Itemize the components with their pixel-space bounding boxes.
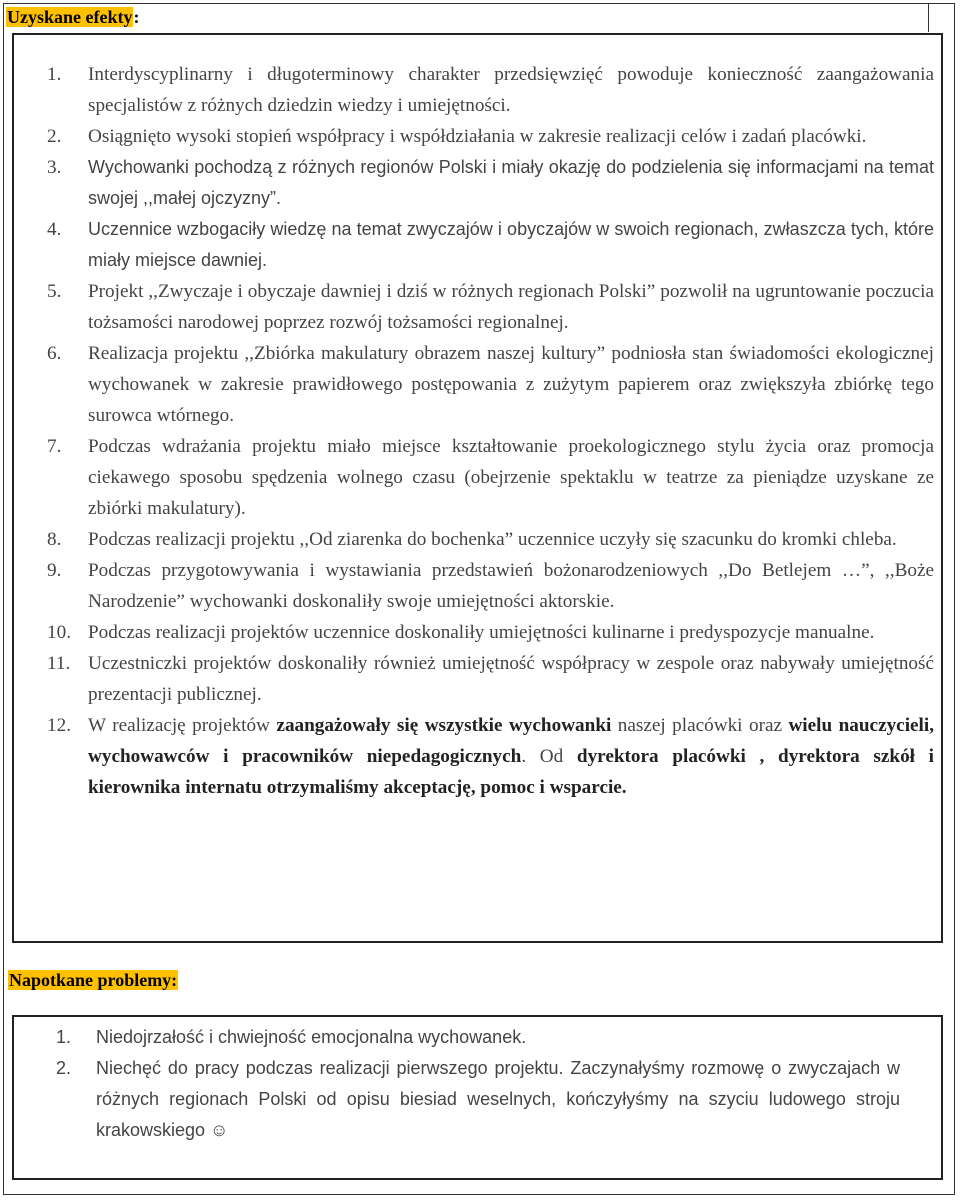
item-text: Niedojrzałość i chwiejność emocjonalna wychowanek.	[96, 1027, 527, 1047]
item-number: 6.	[47, 343, 62, 364]
item-text: Uczennice wzbogaciły wiedzę na temat zwyczajów i obyczajów w swoich regionach, zwłaszcza tych, które miały miejsce dawniej.	[88, 219, 934, 270]
item-number: 2.	[47, 126, 62, 147]
item-text: Realizacja projektu ,,Zbiórka makulatury obrazem naszej kultury” podniosła stan świadomości ekologicznej wychowanek w zakresie prawidłowego postępowania z zużytym papierem oraz zwiększyła zbiórkę tego surowca wtórnego.	[88, 343, 934, 426]
effects-item-7	[47, 431, 934, 524]
item12-bold1: zaangażowały się wszystkie wychowanki	[276, 715, 612, 736]
effects-heading-text: Uzyskane efekty	[7, 7, 133, 27]
effects-item-4	[47, 214, 934, 276]
item-number: 5.	[47, 281, 62, 302]
item-text: Podczas przygotowywania i wystawiania przedstawień bożonarodzeniowych ,,Do Betlejem …”, ,,Boże Narodzenie” wychowanki doskonaliły swoje umiejętności aktorskie.	[88, 560, 934, 612]
item-number: 4.	[47, 219, 62, 240]
item-number: 1.	[56, 1027, 72, 1047]
item-text: Wychowanki pochodzą z różnych regionów Polski i miały okazję do podzielenia się informacjami na temat swojej ,,małej ojczyzny”.	[88, 157, 934, 208]
item12-part1: W realizację projektów	[88, 715, 277, 736]
item-text: Podczas realizacji projektów uczennice doskonaliły umiejętności kulinarne i predyspozycje manualne.	[88, 622, 875, 643]
item-number: 10.	[47, 622, 71, 643]
effects-item-11	[47, 648, 934, 710]
item-text: Podczas wdrażania projektu miało miejsce kształtowanie proekologicznego stylu życia oraz promocja ciekawego sposobu spędzenia wolnego czasu (obejrzenie spektaklu w teatrze za pieniądze uzyskane ze zbiórki makulatury).	[88, 436, 934, 519]
effects-heading-colon: :	[133, 7, 140, 27]
effects-item-1	[47, 59, 934, 121]
item-number: 3.	[47, 157, 62, 178]
item-number: 9.	[47, 560, 62, 581]
item-number: 7.	[47, 436, 62, 457]
item-text: Osiągnięto wysoki stopień współpracy i współdziałania w zakresie realizacji celów i zadań placówki.	[88, 126, 867, 147]
effects-item-12	[47, 710, 935, 803]
effects-item-9	[47, 555, 934, 617]
item-number: 2.	[56, 1058, 72, 1078]
item-text: Uczestniczki projektów doskonaliły również umiejętność współpracy w zespole oraz nabywały umiejętność prezentacji publicznej.	[88, 653, 934, 705]
item-number: 12.	[47, 715, 71, 736]
item12-part3: . Od	[521, 746, 577, 767]
effects-item-10	[47, 617, 934, 648]
effects-item-3	[47, 152, 934, 214]
item-number: 11.	[47, 653, 71, 674]
item-text: Projekt ,,Zwyczaje i obyczaje dawniej i dziś w różnych regionach Polski” pozwolił na ugruntowanie poczucia tożsamości narodowej poprzez rozwój tożsamości regionalnej.	[88, 281, 934, 333]
effects-list	[47, 59, 935, 803]
item-text: Interdyscyplinarny i długoterminowy charakter przedsięwzięć powoduje konieczność zaangażowania specjalistów z różnych dziedzin wiedzy i umiejętności.	[88, 64, 934, 116]
problems-item-2	[56, 1053, 900, 1146]
item12-bold3: dyrektora placówki , dyrektora szkół i kierownika internatu otrzymaliśmy akceptację, pomoc i wsparcie.	[88, 746, 935, 798]
item12-part2: naszej placówki oraz	[611, 715, 789, 736]
problems-heading-text: Napotkane problemy:	[9, 970, 178, 990]
item-number: 1.	[47, 64, 62, 85]
effects-item-5	[47, 276, 934, 338]
item12-bold2: wielu nauczycieli, wychowawców i pracowników niepedagogicznych	[88, 715, 935, 767]
effects-item-6	[47, 338, 934, 431]
header-divider	[928, 4, 929, 32]
effects-item-2	[47, 121, 934, 152]
problems-item-1	[56, 1022, 900, 1053]
problems-list	[56, 1022, 900, 1146]
effects-item-8	[47, 524, 934, 555]
item-text: Niechęć do pracy podczas realizacji pierwszego projektu. Zaczynałyśmy rozmowę o zwyczajach w różnych regionach Polski od opisu biesiad weselnych, kończyłyśmy na szyciu ludowego stroju krakowskiego ☺	[96, 1058, 900, 1140]
item-text: Podczas realizacji projektu ,,Od ziarenka do bochenka” uczennice uczyły się szacunku do kromki chleba.	[88, 529, 897, 550]
problems-heading	[8, 968, 178, 992]
item-number: 8.	[47, 529, 62, 550]
effects-heading	[6, 5, 139, 29]
